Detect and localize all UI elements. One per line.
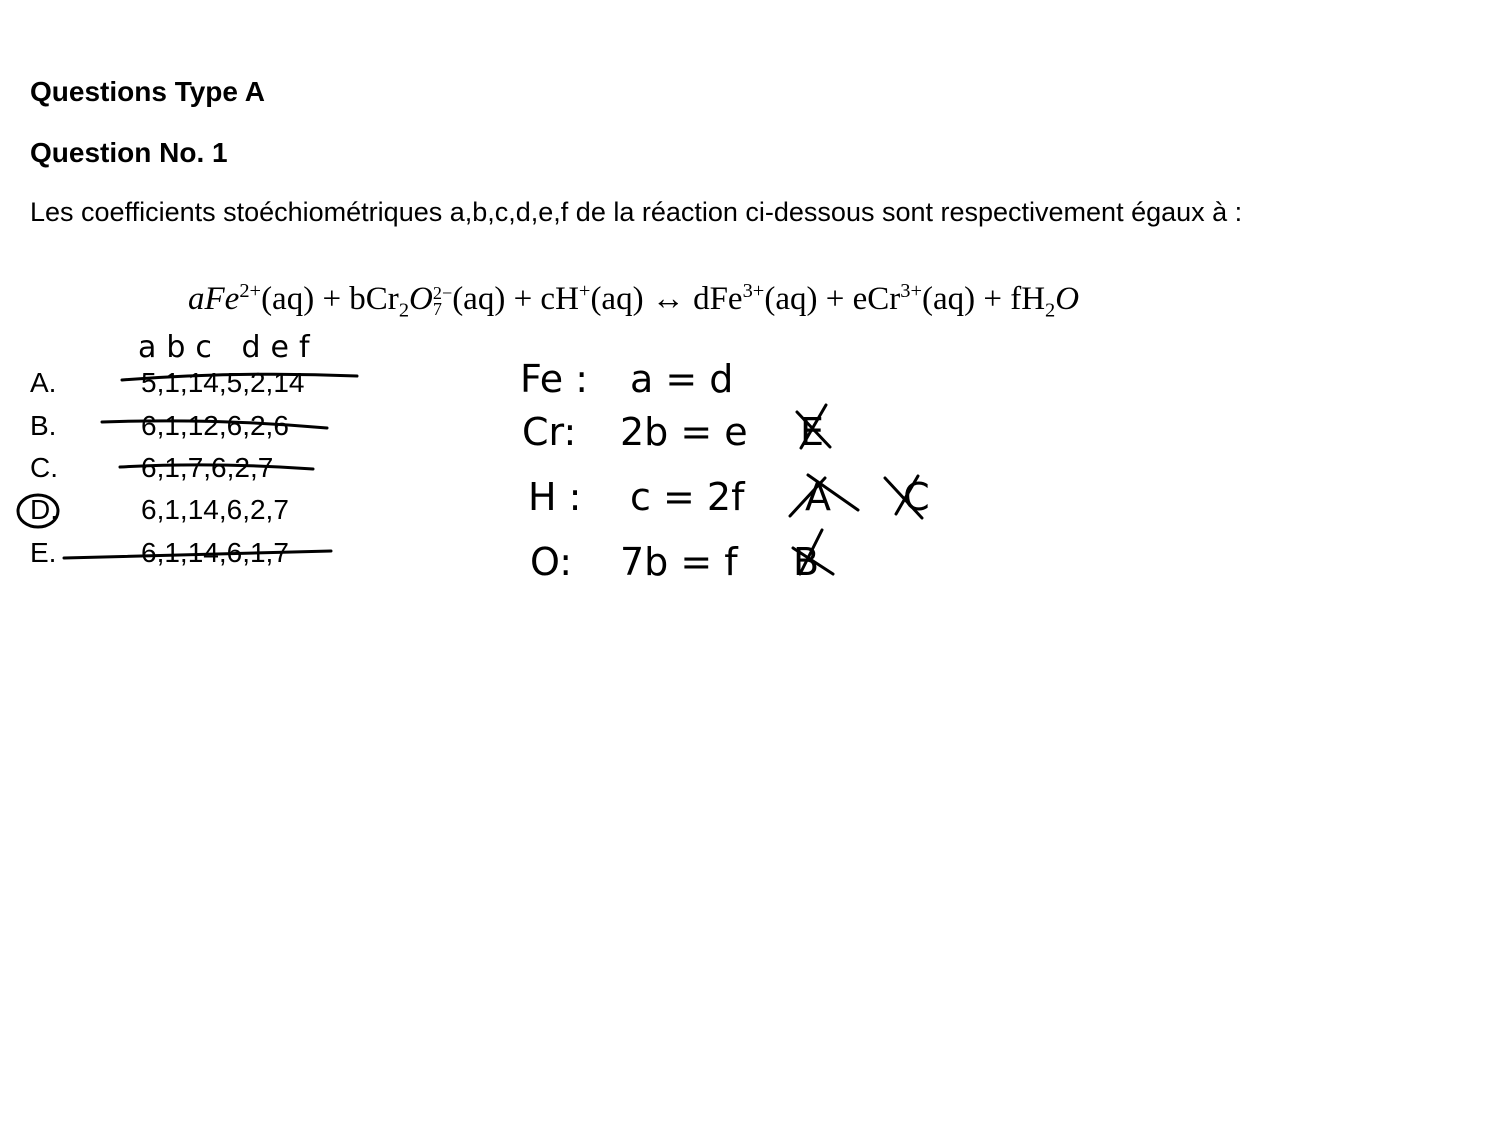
eq-term: aFe: [188, 281, 240, 317]
work-h-crossed-options: A C: [805, 475, 960, 519]
option-c-letter: C.: [30, 452, 58, 483]
eq-subscript: 2: [1045, 299, 1056, 322]
option-e-value: 6,1,14,6,1,7: [141, 537, 289, 568]
work-fe-label: Fe :: [520, 357, 589, 401]
work-cr-crossed-option: E: [800, 410, 825, 454]
work-cr-label: Cr:: [522, 410, 577, 454]
work-o-crossed-option: B: [793, 540, 820, 584]
eq-subscript: 2: [398, 299, 410, 322]
option-b-value: 6,1,12,6,2,6: [141, 410, 289, 441]
eq-superscript: 3+: [900, 280, 922, 302]
question-title: Question No. 1: [30, 137, 228, 168]
reaction-equation: [188, 280, 1079, 323]
eq-term: (aq) + cH: [452, 281, 579, 317]
option-b-letter: B.: [30, 410, 57, 441]
option-d-letter: D.: [30, 494, 58, 525]
option-d-value: 6,1,14,6,2,7: [141, 494, 289, 525]
option-a-value: 5,1,14,5,2,14: [141, 367, 305, 398]
work-o-eq: 7b = f: [620, 540, 738, 584]
eq-superscript: 2+: [239, 280, 262, 302]
eq-superscript: 2−: [432, 283, 453, 304]
eq-term: (aq) + eCr: [764, 281, 901, 317]
work-o-label: O:: [530, 540, 573, 584]
work-fe-eq: a = d: [630, 357, 734, 401]
eq-term: (aq) ↔ dFe: [590, 281, 743, 317]
handwritten-column-labels: abc def: [138, 330, 320, 365]
work-h-label: H :: [528, 475, 582, 519]
work-cr-eq: 2b = e: [620, 410, 748, 454]
eq-term: (aq) + bCr: [261, 281, 399, 317]
eq-superscript: +: [578, 280, 591, 302]
eq-term: O: [1055, 281, 1080, 317]
eq-term: (aq) + fH: [921, 281, 1046, 317]
option-a-letter: A.: [30, 367, 57, 398]
eq-charge-stack: [433, 285, 452, 318]
question-prompt: Les coefficients stoéchiométriques a,b,c,d,e,f de la réaction ci-dessous sont respectivement égaux à :: [30, 197, 1243, 227]
option-c-value: 6,1,7,6,2,7: [141, 452, 274, 483]
eq-subscript: 7: [432, 299, 442, 320]
option-e-letter: E.: [30, 537, 57, 568]
section-title: Questions Type A: [30, 76, 265, 107]
eq-superscript: 3+: [742, 280, 765, 302]
work-h-eq: c = 2f: [630, 475, 745, 519]
eq-term: O: [409, 281, 433, 317]
